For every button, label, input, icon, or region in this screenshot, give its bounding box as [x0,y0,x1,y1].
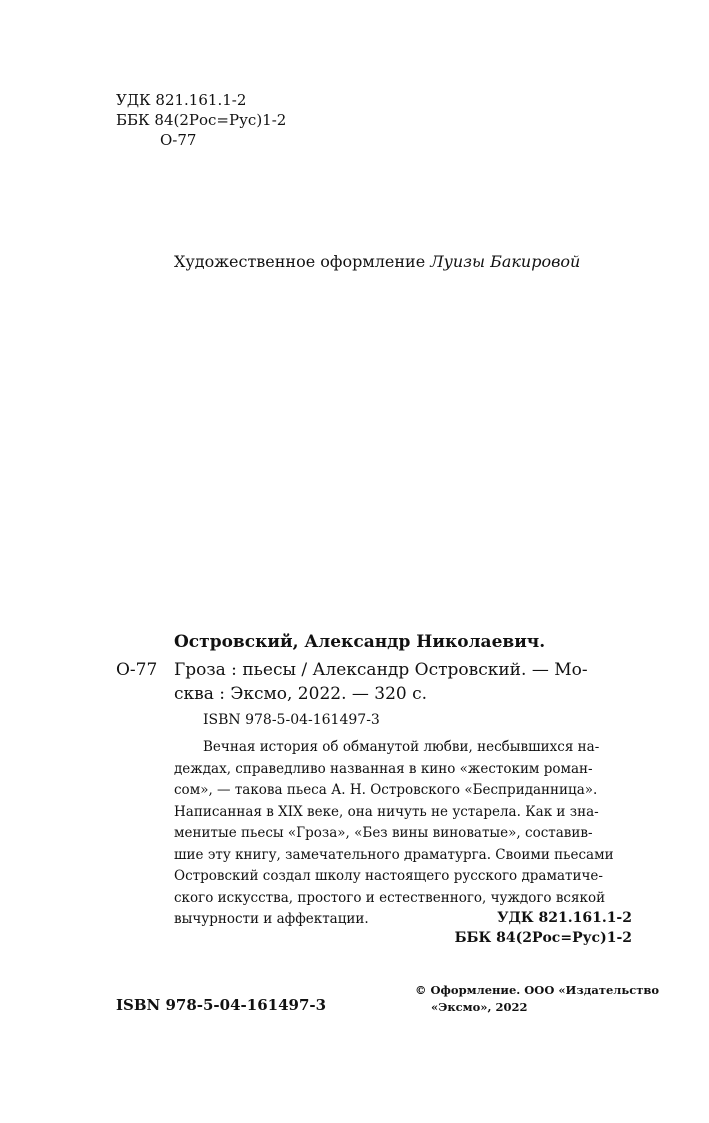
annotation-line: Островский создал школу настоящего русского драматиче- [174,868,603,884]
copyright-line1: © Оформление. ООО «Издательство [415,983,659,997]
author-mark: О-77 [160,131,197,149]
annotation-line: менитые пьесы «Гроза», «Без вины виноватые», составив- [174,825,593,841]
catalog-bbk: ББК 84(2Рос=Рус)1-2 [454,930,632,946]
catalog-udk: УДК 821.161.1-2 [497,910,632,926]
copyright-line2: «Эксмо», 2022 [431,1000,528,1014]
udk-code: УДК 821.161.1-2 [116,91,247,109]
annotation-line: шие эту книгу, замечательного драматурга. Своими пьесами [174,846,614,863]
catalog-title-line2: сква : Эксмо, 2022. — 320 с. [174,684,428,704]
footer-isbn: ISBN 978-5-04-161497-3 [116,996,327,1014]
annotation [174,737,632,931]
annotation-line: Вечная история об обманутой любви, несбывшихся на- [203,739,600,755]
design-credit [174,252,580,271]
annotation-line: деждах, справедливо названная в кино «жестоким роман- [174,760,593,777]
catalog-isbn: ISBN 978-5-04-161497-3 [203,712,380,728]
catalog-index-code: О-77 [116,660,158,680]
annotation-line: Написанная в XIX веке, она ничуть не устарела. Как и зна- [174,803,599,820]
catalog-title-line1: Гроза : пьесы / Александр Островский. — Мо- [174,660,588,680]
designer-name: Луизы Бакировой [430,252,581,271]
bbk-code: ББК 84(2Рос=Рус)1-2 [116,111,287,129]
annotation-line: ского искусства, простого и естественного, чуждого всякой [174,889,606,906]
design-credit-prefix: Художественное оформление [174,252,431,271]
annotation-line: вычурности и аффектации. [174,911,369,927]
annotation-line: сом», — такова пьеса А. Н. Островского «Бесприданница». [174,782,598,798]
catalog-author: Островский, Александр Николаевич. [174,632,546,652]
